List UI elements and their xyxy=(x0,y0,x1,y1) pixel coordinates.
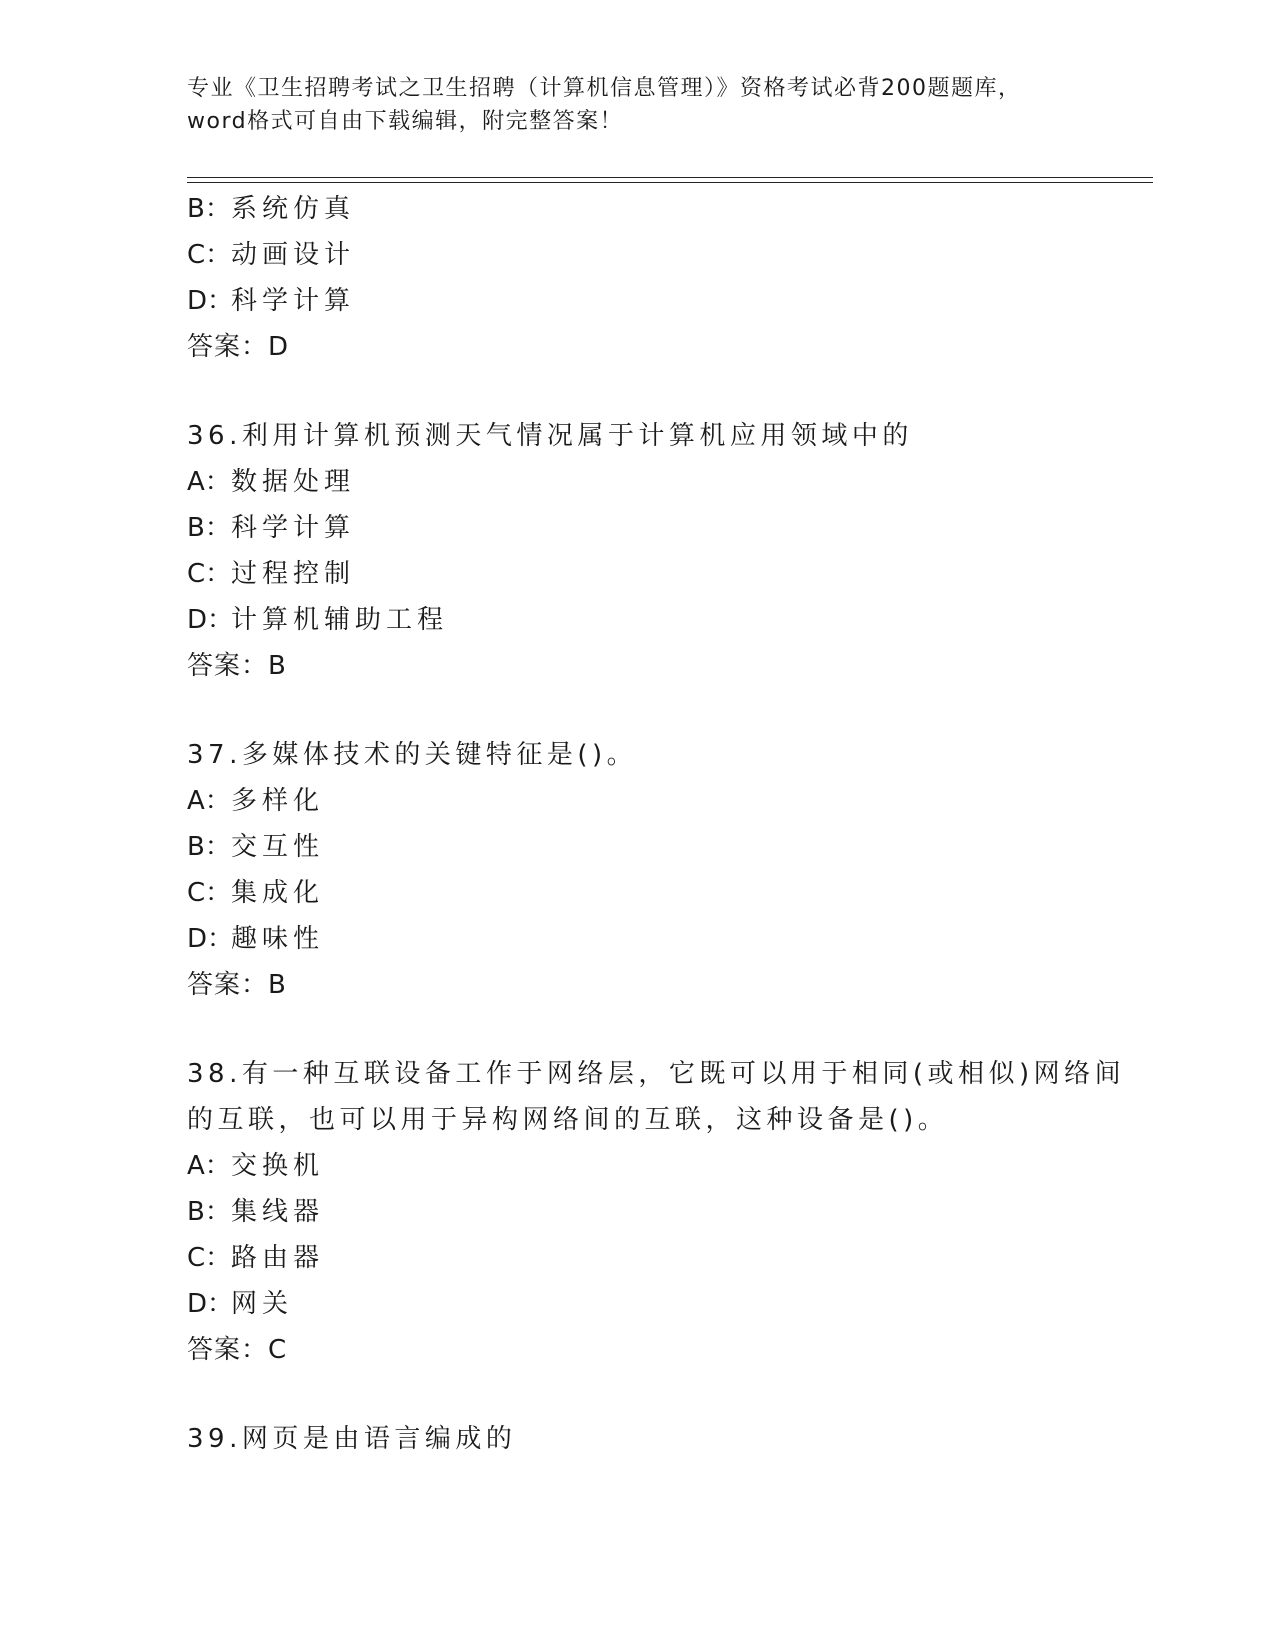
option-row xyxy=(187,1235,1153,1281)
option-row xyxy=(187,1281,1153,1327)
option-row xyxy=(187,232,1153,278)
option-label: D： xyxy=(187,924,234,954)
option-text: 集线器 xyxy=(231,1197,325,1227)
option-row xyxy=(187,459,1153,505)
option-text: 交互性 xyxy=(231,832,325,862)
option-label: B： xyxy=(187,1197,231,1227)
question-block-39 xyxy=(187,1416,1153,1462)
answer-line: 答案：D xyxy=(187,332,290,362)
option-text: 系统仿真 xyxy=(231,194,356,224)
answer-line: 答案：B xyxy=(187,651,287,681)
question-stem: 36.利用计算机预测天气情况属于计算机应用领域中的 xyxy=(187,421,913,451)
option-row xyxy=(187,505,1153,551)
spacer xyxy=(187,689,1153,732)
option-label: D： xyxy=(187,605,234,635)
option-text: 路由器 xyxy=(231,1243,325,1273)
option-label: A： xyxy=(187,1151,231,1181)
question-block-35-continued xyxy=(187,186,1153,370)
document-header xyxy=(187,72,1087,138)
option-text: 交换机 xyxy=(231,1151,325,1181)
option-text: 趣味性 xyxy=(231,924,325,954)
question-list xyxy=(187,186,1153,1462)
answer-line: 答案：B xyxy=(187,970,287,1000)
spacer xyxy=(187,370,1153,413)
option-text: 动画设计 xyxy=(231,240,356,270)
header-line-1: 专业《卫生招聘考试之卫生招聘（计算机信息管理）》资格考试必背200题题库， xyxy=(187,76,1022,101)
option-row xyxy=(187,824,1153,870)
question-stem: 39.网页是由语言编成的 xyxy=(187,1424,517,1454)
option-text: 网关 xyxy=(231,1289,294,1319)
option-label: C： xyxy=(187,240,232,270)
option-label: D： xyxy=(187,1289,234,1319)
option-label: B： xyxy=(187,194,231,224)
question-stem: 38.有一种互联设备工作于网络层，它既可以用于相同(或相似)网络间 xyxy=(187,1059,1126,1089)
option-label: B： xyxy=(187,513,231,543)
option-row xyxy=(187,778,1153,824)
option-text: 多样化 xyxy=(231,786,325,816)
option-text: 数据处理 xyxy=(231,467,356,497)
option-row xyxy=(187,278,1153,324)
answer-line: 答案：C xyxy=(187,1335,288,1365)
question-block-37 xyxy=(187,732,1153,1008)
option-row xyxy=(187,1189,1153,1235)
option-text: 科学计算 xyxy=(231,286,356,316)
option-row xyxy=(187,597,1153,643)
option-text: 过程控制 xyxy=(231,559,356,589)
option-label: C： xyxy=(187,878,232,908)
header-divider-top xyxy=(187,177,1153,178)
option-row xyxy=(187,186,1153,232)
question-stem-continued: 的互联，也可以用于异构网络间的互联，这种设备是()。 xyxy=(187,1105,949,1135)
question-block-38 xyxy=(187,1051,1153,1373)
option-row xyxy=(187,1143,1153,1189)
question-block-36 xyxy=(187,413,1153,689)
spacer xyxy=(187,1373,1153,1416)
option-text: 集成化 xyxy=(231,878,325,908)
option-row xyxy=(187,870,1153,916)
option-label: B： xyxy=(187,832,231,862)
option-label: C： xyxy=(187,559,232,589)
spacer xyxy=(187,1008,1153,1051)
question-stem: 37.多媒体技术的关键特征是()。 xyxy=(187,740,638,770)
header-divider-bottom xyxy=(187,182,1153,183)
option-label: D： xyxy=(187,286,234,316)
option-text: 科学计算 xyxy=(231,513,356,543)
option-row xyxy=(187,551,1153,597)
option-label: A： xyxy=(187,467,231,497)
option-label: A： xyxy=(187,786,231,816)
option-row xyxy=(187,916,1153,962)
option-text: 计算机辅助工程 xyxy=(231,605,449,635)
header-line-2: word格式可自由下载编辑，附完整答案！ xyxy=(187,109,624,134)
option-label: C： xyxy=(187,1243,232,1273)
